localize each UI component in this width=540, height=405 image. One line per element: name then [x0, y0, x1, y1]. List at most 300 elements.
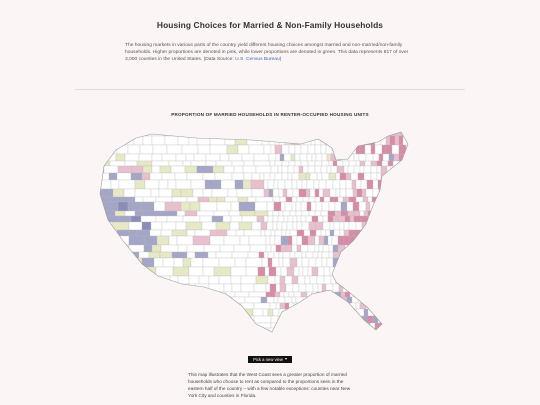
county-cell[interactable]	[105, 245, 116, 252]
county-cell[interactable]	[292, 180, 297, 189]
county-cell[interactable]	[349, 245, 353, 252]
county-cell[interactable]	[402, 166, 409, 173]
county-cell[interactable]	[380, 309, 384, 316]
county-cell[interactable]	[359, 202, 366, 211]
county-cell[interactable]	[333, 161, 337, 166]
county-cell[interactable]	[286, 230, 290, 236]
county-cell[interactable]	[164, 338, 176, 342]
county-cell[interactable]	[340, 222, 344, 230]
county-cell[interactable]	[413, 189, 417, 197]
county-cell[interactable]	[258, 267, 265, 276]
county-cell[interactable]	[156, 216, 167, 222]
county-cell[interactable]	[294, 323, 298, 328]
county-cell[interactable]	[268, 276, 275, 284]
county-cell[interactable]	[219, 276, 231, 284]
county-cell[interactable]	[336, 189, 340, 197]
county-cell[interactable]	[306, 328, 310, 333]
county-cell[interactable]	[322, 252, 329, 258]
county-cell[interactable]	[269, 267, 276, 276]
county-cell[interactable]	[393, 276, 400, 284]
county-cell[interactable]	[319, 189, 323, 197]
county-cell[interactable]	[103, 284, 111, 292]
county-cell[interactable]	[119, 216, 131, 222]
county-cell[interactable]	[353, 245, 358, 252]
county-cell[interactable]	[86, 292, 102, 297]
county-cell[interactable]	[313, 309, 319, 316]
county-cell[interactable]	[251, 180, 264, 189]
county-cell[interactable]	[112, 129, 126, 136]
county-cell[interactable]	[276, 245, 281, 252]
county-cell[interactable]	[335, 202, 341, 211]
county-cell[interactable]	[156, 267, 173, 276]
county-cell[interactable]	[392, 303, 396, 309]
county-cell[interactable]	[179, 328, 191, 333]
county-cell[interactable]	[362, 189, 366, 197]
county-cell[interactable]	[142, 303, 152, 309]
county-cell[interactable]	[278, 297, 285, 303]
county-cell[interactable]	[231, 338, 248, 342]
county-cell[interactable]	[216, 222, 230, 230]
county-cell[interactable]	[145, 236, 157, 245]
county-cell[interactable]	[351, 316, 357, 323]
county-cell[interactable]	[289, 292, 294, 297]
county-cell[interactable]	[389, 284, 396, 292]
county-cell[interactable]	[374, 292, 381, 297]
county-cell[interactable]	[270, 284, 276, 292]
county-cell[interactable]	[256, 338, 270, 342]
county-cell[interactable]	[106, 338, 122, 342]
county-cell[interactable]	[290, 211, 296, 216]
county-cell[interactable]	[248, 197, 256, 202]
county-cell[interactable]	[193, 189, 203, 197]
county-cell[interactable]	[317, 276, 324, 284]
county-cell[interactable]	[385, 328, 390, 333]
county-cell[interactable]	[333, 180, 340, 189]
county-cell[interactable]	[280, 284, 286, 292]
county-cell[interactable]	[364, 309, 368, 316]
county-cell[interactable]	[212, 216, 223, 222]
county-cell[interactable]	[212, 328, 225, 333]
county-cell[interactable]	[118, 166, 132, 173]
county-cell[interactable]	[345, 252, 352, 258]
county-cell[interactable]	[102, 189, 113, 197]
county-cell[interactable]	[298, 309, 304, 316]
county-cell[interactable]	[165, 136, 178, 145]
county-cell[interactable]	[152, 136, 165, 145]
county-cell[interactable]	[329, 202, 335, 211]
county-cell[interactable]	[366, 129, 373, 136]
county-cell[interactable]	[414, 180, 421, 189]
county-cell[interactable]	[262, 258, 268, 267]
county-cell[interactable]	[364, 252, 371, 258]
county-cell[interactable]	[229, 211, 240, 216]
county-cell[interactable]	[395, 258, 402, 267]
county-cell[interactable]	[224, 284, 232, 292]
county-cell[interactable]	[319, 245, 323, 252]
county-cell[interactable]	[98, 258, 114, 267]
county-cell[interactable]	[299, 284, 306, 292]
county-cell[interactable]	[364, 124, 369, 129]
county-cell[interactable]	[308, 161, 315, 166]
county-cell[interactable]	[144, 267, 156, 276]
county-cell[interactable]	[346, 180, 352, 189]
county-cell[interactable]	[318, 252, 322, 258]
county-cell[interactable]	[411, 292, 417, 297]
county-cell[interactable]	[119, 292, 133, 297]
county-cell[interactable]	[390, 328, 397, 333]
county-cell[interactable]	[398, 211, 404, 216]
county-cell[interactable]	[227, 230, 236, 236]
county-cell[interactable]	[86, 129, 95, 136]
county-cell[interactable]	[191, 338, 199, 342]
county-cell[interactable]	[339, 328, 345, 333]
county-cell[interactable]	[395, 136, 399, 145]
county-cell[interactable]	[273, 216, 278, 222]
county-cell[interactable]	[331, 136, 338, 145]
county-cell[interactable]	[400, 338, 406, 342]
county-cell[interactable]	[223, 216, 231, 222]
county-cell[interactable]	[133, 316, 145, 323]
county-cell[interactable]	[86, 161, 94, 166]
county-cell[interactable]	[352, 276, 357, 284]
county-cell[interactable]	[396, 292, 402, 297]
county-cell[interactable]	[346, 189, 353, 197]
county-cell[interactable]	[244, 161, 254, 166]
county-cell[interactable]	[349, 222, 356, 230]
county-cell[interactable]	[338, 197, 343, 202]
county-cell[interactable]	[297, 222, 302, 230]
county-cell[interactable]	[333, 245, 338, 252]
county-cell[interactable]	[364, 211, 368, 216]
county-cell[interactable]	[338, 136, 343, 145]
county-cell[interactable]	[386, 252, 392, 258]
county-cell[interactable]	[270, 292, 275, 297]
county-cell[interactable]	[294, 166, 299, 173]
county-cell[interactable]	[185, 292, 194, 297]
county-cell[interactable]	[328, 333, 333, 338]
county-cell[interactable]	[348, 211, 354, 216]
county-cell[interactable]	[124, 189, 135, 197]
county-cell[interactable]	[215, 173, 232, 180]
county-cell[interactable]	[330, 222, 334, 230]
county-cell[interactable]	[137, 230, 150, 236]
county-cell[interactable]	[315, 161, 322, 166]
county-cell[interactable]	[308, 245, 315, 252]
county-cell[interactable]	[162, 276, 170, 284]
county-cell[interactable]	[217, 303, 226, 309]
county-cell[interactable]	[199, 338, 215, 342]
county-cell[interactable]	[310, 328, 315, 333]
county-cell[interactable]	[86, 230, 95, 236]
county-cell[interactable]	[291, 316, 296, 323]
county-cell[interactable]	[216, 161, 232, 166]
county-cell[interactable]	[407, 154, 412, 161]
county-cell[interactable]	[210, 333, 225, 338]
county-cell[interactable]	[351, 309, 357, 316]
county-cell[interactable]	[332, 236, 338, 245]
county-cell[interactable]	[103, 309, 115, 316]
county-cell[interactable]	[361, 284, 367, 292]
county-cell[interactable]	[240, 211, 255, 216]
county-cell[interactable]	[316, 230, 321, 236]
county-cell[interactable]	[160, 211, 177, 216]
county-cell[interactable]	[86, 276, 96, 284]
county-cell[interactable]	[384, 180, 390, 189]
county-cell[interactable]	[206, 154, 220, 161]
county-cell[interactable]	[355, 236, 359, 245]
county-cell[interactable]	[100, 316, 116, 323]
county-cell[interactable]	[331, 166, 337, 173]
county-cell[interactable]	[391, 216, 396, 222]
county-cell[interactable]	[278, 129, 282, 136]
county-cell[interactable]	[371, 166, 377, 173]
county-cell[interactable]	[304, 136, 311, 145]
county-cell[interactable]	[361, 180, 367, 189]
county-cell[interactable]	[392, 252, 398, 258]
county-cell[interactable]	[302, 129, 307, 136]
county-cell[interactable]	[285, 136, 292, 145]
county-cell[interactable]	[386, 211, 391, 216]
county-cell[interactable]	[329, 303, 335, 309]
county-cell[interactable]	[224, 166, 234, 173]
county-cell[interactable]	[167, 216, 183, 222]
county-cell[interactable]	[97, 252, 108, 258]
county-cell[interactable]	[86, 166, 95, 173]
county-cell[interactable]	[253, 309, 263, 316]
county-cell[interactable]	[366, 202, 370, 211]
county-cell[interactable]	[160, 303, 177, 309]
county-cell[interactable]	[280, 276, 285, 284]
county-cell[interactable]	[400, 180, 407, 189]
county-cell[interactable]	[279, 252, 283, 258]
county-cell[interactable]	[220, 245, 234, 252]
county-cell[interactable]	[205, 180, 221, 189]
county-cell[interactable]	[356, 303, 360, 309]
county-cell[interactable]	[344, 230, 349, 236]
county-cell[interactable]	[86, 258, 98, 267]
county-cell[interactable]	[94, 173, 109, 180]
county-cell[interactable]	[219, 323, 230, 328]
county-cell[interactable]	[396, 222, 401, 230]
county-cell[interactable]	[250, 245, 266, 252]
county-cell[interactable]	[381, 292, 385, 297]
county-cell[interactable]	[289, 161, 295, 166]
county-cell[interactable]	[290, 230, 297, 236]
county-cell[interactable]	[309, 297, 314, 303]
county-cell[interactable]	[368, 197, 372, 202]
county-cell[interactable]	[235, 136, 247, 145]
county-cell[interactable]	[296, 124, 302, 129]
county-cell[interactable]	[389, 258, 395, 267]
county-cell[interactable]	[368, 276, 375, 284]
county-cell[interactable]	[203, 267, 214, 276]
county-cell[interactable]	[307, 154, 312, 161]
county-cell[interactable]	[335, 303, 341, 309]
county-cell[interactable]	[231, 276, 241, 284]
county-cell[interactable]	[292, 245, 297, 252]
county-cell[interactable]	[198, 197, 209, 202]
county-cell[interactable]	[296, 211, 302, 216]
county-cell[interactable]	[176, 222, 186, 230]
county-cell[interactable]	[399, 316, 406, 323]
county-cell[interactable]	[309, 197, 315, 202]
county-cell[interactable]	[406, 145, 411, 154]
county-cell[interactable]	[186, 154, 194, 161]
county-cell[interactable]	[167, 145, 182, 154]
county-cell[interactable]	[359, 328, 363, 333]
county-cell[interactable]	[268, 258, 272, 267]
county-cell[interactable]	[241, 284, 254, 292]
county-cell[interactable]	[392, 145, 399, 154]
county-cell[interactable]	[142, 323, 153, 328]
county-cell[interactable]	[415, 309, 419, 316]
county-cell[interactable]	[373, 154, 379, 161]
county-cell[interactable]	[389, 154, 394, 161]
county-cell[interactable]	[340, 276, 346, 284]
county-cell[interactable]	[182, 145, 198, 154]
county-cell[interactable]	[151, 222, 162, 230]
county-cell[interactable]	[329, 245, 333, 252]
county-cell[interactable]	[329, 252, 333, 258]
county-cell[interactable]	[366, 333, 370, 338]
county-cell[interactable]	[174, 333, 182, 338]
county-cell[interactable]	[140, 145, 153, 154]
county-cell[interactable]	[111, 284, 128, 292]
county-cell[interactable]	[352, 267, 359, 276]
county-cell[interactable]	[286, 309, 291, 316]
county-cell[interactable]	[363, 197, 368, 202]
county-cell[interactable]	[408, 245, 412, 252]
county-cell[interactable]	[224, 129, 239, 136]
county-cell[interactable]	[406, 276, 412, 284]
county-cell[interactable]	[152, 154, 162, 161]
county-cell[interactable]	[235, 180, 243, 189]
county-cell[interactable]	[210, 316, 224, 323]
county-cell[interactable]	[252, 222, 261, 230]
county-cell[interactable]	[407, 180, 414, 189]
county-cell[interactable]	[354, 136, 361, 145]
county-cell[interactable]	[210, 136, 225, 145]
county-cell[interactable]	[269, 129, 274, 136]
county-cell[interactable]	[165, 202, 181, 211]
county-cell[interactable]	[199, 276, 209, 284]
county-cell[interactable]	[330, 189, 336, 197]
county-cell[interactable]	[324, 316, 330, 323]
county-cell[interactable]	[318, 267, 324, 276]
county-cell[interactable]	[263, 309, 268, 316]
county-cell[interactable]	[94, 245, 105, 252]
county-cell[interactable]	[372, 197, 376, 202]
county-cell[interactable]	[334, 222, 340, 230]
county-cell[interactable]	[274, 202, 281, 211]
county-cell[interactable]	[412, 129, 418, 136]
county-cell[interactable]	[254, 161, 270, 166]
county-cell[interactable]	[203, 292, 218, 297]
county-cell[interactable]	[177, 211, 185, 216]
county-cell[interactable]	[215, 338, 231, 342]
county-cell[interactable]	[276, 303, 280, 309]
county-cell[interactable]	[249, 236, 266, 245]
county-cell[interactable]	[135, 180, 145, 189]
county-cell[interactable]	[412, 197, 418, 202]
county-cell[interactable]	[412, 276, 417, 284]
county-cell[interactable]	[402, 236, 406, 245]
county-cell[interactable]	[387, 124, 392, 129]
county-cell[interactable]	[380, 333, 386, 338]
county-cell[interactable]	[405, 252, 409, 258]
county-cell[interactable]	[329, 173, 336, 180]
county-cell[interactable]	[283, 211, 290, 216]
county-cell[interactable]	[234, 166, 243, 173]
county-cell[interactable]	[312, 154, 316, 161]
county-cell[interactable]	[364, 267, 371, 276]
county-cell[interactable]	[323, 189, 330, 197]
county-cell[interactable]	[361, 230, 366, 236]
county-cell[interactable]	[402, 258, 409, 267]
county-cell[interactable]	[348, 129, 355, 136]
county-cell[interactable]	[129, 297, 144, 303]
county-cell[interactable]	[191, 328, 204, 333]
county-cell[interactable]	[270, 303, 276, 309]
county-cell[interactable]	[354, 124, 360, 129]
county-cell[interactable]	[291, 309, 298, 316]
county-cell[interactable]	[283, 258, 290, 267]
county-cell[interactable]	[286, 197, 292, 202]
county-cell[interactable]	[183, 258, 191, 267]
county-cell[interactable]	[168, 180, 176, 189]
county-cell[interactable]	[318, 216, 323, 222]
county-cell[interactable]	[333, 124, 340, 129]
county-cell[interactable]	[404, 333, 408, 338]
county-cell[interactable]	[345, 316, 351, 323]
county-cell[interactable]	[367, 292, 374, 297]
county-cell[interactable]	[189, 276, 199, 284]
county-cell[interactable]	[415, 297, 419, 303]
county-cell[interactable]	[391, 202, 397, 211]
county-cell[interactable]	[345, 216, 350, 222]
county-cell[interactable]	[86, 338, 95, 342]
county-cell[interactable]	[264, 173, 270, 180]
county-cell[interactable]	[152, 245, 161, 252]
county-cell[interactable]	[249, 145, 264, 154]
county-cell[interactable]	[162, 222, 176, 230]
county-cell[interactable]	[326, 180, 333, 189]
county-cell[interactable]	[414, 252, 421, 258]
county-cell[interactable]	[206, 161, 216, 166]
county-cell[interactable]	[309, 258, 316, 267]
county-cell[interactable]	[228, 189, 237, 197]
county-cell[interactable]	[282, 230, 286, 236]
county-cell[interactable]	[270, 173, 275, 180]
county-cell[interactable]	[268, 216, 273, 222]
county-cell[interactable]	[251, 333, 259, 338]
county-cell[interactable]	[407, 284, 412, 292]
county-cell[interactable]	[315, 166, 321, 173]
county-cell[interactable]	[373, 303, 379, 309]
county-cell[interactable]	[352, 323, 358, 328]
county-cell[interactable]	[356, 222, 362, 230]
county-cell[interactable]	[284, 154, 291, 161]
county-cell[interactable]	[308, 166, 315, 173]
county-cell[interactable]	[282, 161, 289, 166]
county-cell[interactable]	[255, 328, 269, 333]
county-cell[interactable]	[86, 124, 103, 129]
county-cell[interactable]	[322, 154, 327, 161]
county-cell[interactable]	[355, 129, 362, 136]
county-cell[interactable]	[344, 145, 351, 154]
county-cell[interactable]	[375, 124, 381, 129]
county-cell[interactable]	[390, 136, 395, 145]
